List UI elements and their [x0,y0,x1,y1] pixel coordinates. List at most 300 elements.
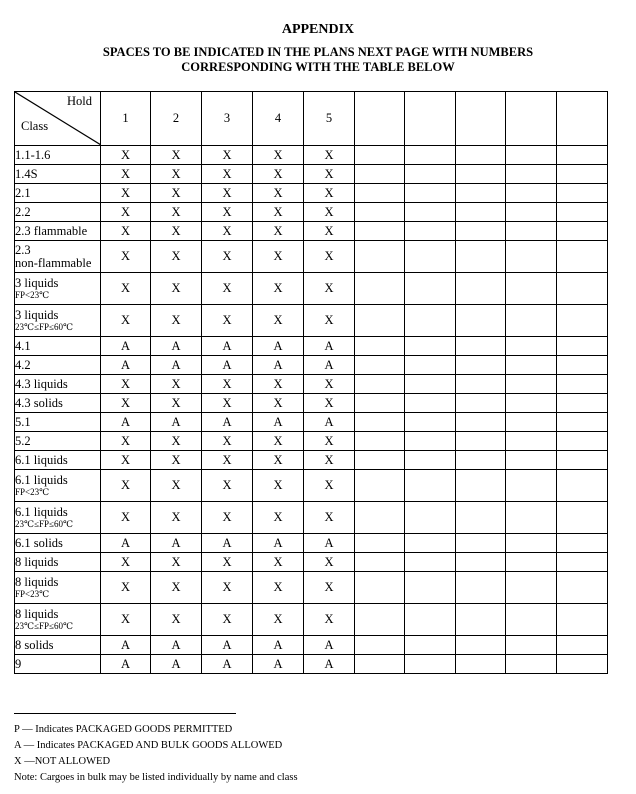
table-row [15,413,608,432]
hold-1-cell: X [101,305,151,337]
hold-5-cell: X [304,604,355,636]
hold-5-cell: A [304,413,355,432]
hold-5-cell: X [304,146,355,165]
hold-2-cell: X [151,502,202,534]
hold-10-cell [557,572,608,604]
hold-5-cell: X [304,273,355,305]
table-row [15,375,608,394]
hold-10-cell [557,184,608,203]
hold-6-cell [355,534,405,553]
hold-2-cell: X [151,165,202,184]
hold-header-4: 4 [253,92,304,146]
hold-6-cell [355,241,405,273]
hold-9-cell [506,184,557,203]
class-cell [15,470,101,502]
table-row [15,165,608,184]
hold-9-cell [506,470,557,502]
hold-4-cell: X [253,146,304,165]
hold-10-cell [557,146,608,165]
hold-1-cell: X [101,451,151,470]
hold-2-cell: X [151,572,202,604]
hold-2-cell: X [151,184,202,203]
hold-5-cell: X [304,203,355,222]
hold-4-cell: X [253,273,304,305]
class-name: 8 liquids [15,554,59,569]
hold-1-cell: A [101,636,151,655]
hold-1-cell: X [101,203,151,222]
note-a: A — Indicates PACKAGED AND BULK GOODS ALLOWED [14,740,283,751]
hold-10-cell [557,273,608,305]
hold-8-cell [456,534,506,553]
hold-3-cell: X [202,394,253,413]
hold-4-cell: A [253,655,304,674]
hold-8-cell [456,241,506,273]
hold-3-cell: X [202,451,253,470]
table-row [15,273,608,305]
hold-5-cell: X [304,572,355,604]
flashpoint-condition: 23℃≤FP≤60℃ [15,518,74,529]
hold-10-cell [557,337,608,356]
table-row [15,305,608,337]
hold-7-cell [405,534,456,553]
hold-8-cell [456,305,506,337]
hold-5-cell: X [304,470,355,502]
hold-6-cell [355,432,405,451]
table-row [15,470,608,502]
hold-6-cell [355,604,405,636]
hold-10-cell [557,165,608,184]
note-bulk: Note: Cargoes in bulk may be listed individually by name and class [14,772,298,783]
hold-9-cell [506,432,557,451]
hold-3-cell: X [202,375,253,394]
hold-8-cell [456,203,506,222]
subtitle-line-1: SPACES TO BE INDICATED IN THE PLANS NEXT PAGE WITH NUMBERS [102,45,534,59]
hold-9-cell [506,636,557,655]
hold-3-cell: X [202,146,253,165]
hold-9-cell [506,553,557,572]
class-cell [15,636,101,655]
table-row [15,553,608,572]
class-cell [15,394,101,413]
footnote-rule [14,713,236,714]
flashpoint-condition: FP<23℃ [15,588,50,599]
hold-7-cell [405,502,456,534]
hold-9-cell [506,655,557,674]
appendix-title: APPENDIX [281,22,355,37]
hold-6-cell [355,273,405,305]
hold-5-cell: A [304,534,355,553]
table-row [15,432,608,451]
hold-6-cell [355,572,405,604]
hold-9-cell [506,337,557,356]
hold-4-cell: A [253,356,304,375]
hold-9-cell [506,165,557,184]
hold-10-cell [557,356,608,375]
hold-7-cell [405,413,456,432]
hold-header-6 [355,92,405,146]
class-cell [15,165,101,184]
hold-2-cell: A [151,356,202,375]
hold-4-cell: X [253,502,304,534]
hold-5-cell: X [304,432,355,451]
hold-2-cell: X [151,305,202,337]
header-row [15,92,608,146]
hold-1-cell: X [101,502,151,534]
hold-4-cell: A [253,413,304,432]
table-row [15,203,608,222]
hold-9-cell [506,222,557,241]
hold-5-cell: X [304,241,355,273]
hold-2-cell: X [151,553,202,572]
hold-2-cell: X [151,604,202,636]
hold-8-cell [456,502,506,534]
hold-9-cell [506,604,557,636]
hold-2-cell: A [151,534,202,553]
hold-9-cell [506,356,557,375]
hold-9-cell [506,394,557,413]
hold-2-cell: X [151,451,202,470]
hold-1-cell: A [101,413,151,432]
footnotes [14,722,298,786]
class-name: 4.3 solids [15,395,63,410]
hold-header-1: 1 [101,92,151,146]
hold-1-cell: X [101,394,151,413]
hold-9-cell [506,203,557,222]
table-row [15,604,608,636]
hold-9-cell [506,146,557,165]
table-row [15,655,608,674]
class-cell [15,356,101,375]
hold-3-cell: X [202,553,253,572]
hold-10-cell [557,655,608,674]
hold-6-cell [355,451,405,470]
hold-6-cell [355,636,405,655]
hold-3-cell: X [202,203,253,222]
hold-3-cell: X [202,241,253,273]
hold-4-cell: X [253,451,304,470]
class-name: 2.2 [15,204,31,219]
hold-2-cell: X [151,273,202,305]
hold-4-cell: A [253,337,304,356]
hold-4-cell: X [253,432,304,451]
class-name: 4.3 liquids [15,376,68,391]
table-row [15,572,608,604]
hold-8-cell [456,470,506,502]
hold-6-cell [355,305,405,337]
flashpoint-condition: FP<23℃ [15,486,50,497]
hold-6-cell [355,413,405,432]
class-name: 6.1 liquids [15,452,68,467]
class-cell [15,534,101,553]
hold-2-cell: X [151,432,202,451]
hold-1-cell: X [101,432,151,451]
table-row [15,337,608,356]
hold-7-cell [405,222,456,241]
hold-9-cell [506,241,557,273]
hold-7-cell [405,636,456,655]
hold-1-cell: X [101,184,151,203]
hold-1-cell: X [101,165,151,184]
hold-10-cell [557,636,608,655]
hold-10-cell [557,470,608,502]
hold-8-cell [456,432,506,451]
hold-4-cell: X [253,241,304,273]
table-row [15,146,608,165]
hold-2-cell: X [151,203,202,222]
hold-1-cell: A [101,655,151,674]
hold-8-cell [456,184,506,203]
hold-header-5: 5 [304,92,355,146]
hold-7-cell [405,451,456,470]
class-cell [15,451,101,470]
hold-4-cell: X [253,604,304,636]
hold-2-cell: X [151,222,202,241]
table-row [15,394,608,413]
hold-1-cell: X [101,146,151,165]
hold-2-cell: X [151,470,202,502]
hold-9-cell [506,273,557,305]
class-label: Class [21,119,49,133]
table-row [15,241,608,273]
flashpoint-condition: FP<23℃ [15,289,50,300]
hold-9-cell [506,413,557,432]
corner-cell [15,92,101,146]
hold-7-cell [405,337,456,356]
class-name: 2.3 [15,242,31,257]
class-cell [15,502,101,534]
class-cell [15,222,101,241]
hold-7-cell [405,553,456,572]
flashpoint-condition: 23℃≤FP≤60℃ [15,321,74,332]
hold-8-cell [456,165,506,184]
hold-1-cell: X [101,375,151,394]
hold-8-cell [456,375,506,394]
hold-8-cell [456,273,506,305]
hold-3-cell: X [202,604,253,636]
hold-8-cell [456,413,506,432]
hold-4-cell: X [253,470,304,502]
hold-8-cell [456,451,506,470]
class-cell [15,305,101,337]
hold-6-cell [355,394,405,413]
hold-6-cell [355,146,405,165]
hold-4-cell: A [253,636,304,655]
class-cell [15,375,101,394]
hold-6-cell [355,502,405,534]
hold-10-cell [557,432,608,451]
hold-5-cell: X [304,502,355,534]
hold-8-cell [456,146,506,165]
hold-3-cell: A [202,413,253,432]
hold-3-cell: X [202,470,253,502]
hold-3-cell: A [202,337,253,356]
class-name: 4.2 [15,357,31,372]
class-name: 2.1 [15,185,31,200]
hold-5-cell: A [304,655,355,674]
hold-1-cell: X [101,470,151,502]
table-row [15,222,608,241]
hold-8-cell [456,572,506,604]
hold-9-cell [506,375,557,394]
hold-2-cell: X [151,375,202,394]
hold-10-cell [557,203,608,222]
hold-1-cell: A [101,337,151,356]
class-cell [15,655,101,674]
hold-5-cell: A [304,636,355,655]
hold-6-cell [355,165,405,184]
table-row [15,636,608,655]
hold-8-cell [456,604,506,636]
class-name: 5.1 [15,414,31,429]
class-name: 8 liquids [15,574,59,589]
class-name: 2.3 flammable [15,223,88,238]
hold-8-cell [456,356,506,375]
hold-9-cell [506,534,557,553]
class-cell [15,413,101,432]
hold-5-cell: X [304,222,355,241]
class-cell [15,184,101,203]
class-name: 3 liquids [15,275,59,290]
hold-8-cell [456,553,506,572]
hold-8-cell [456,655,506,674]
hold-5-cell: X [304,375,355,394]
hold-header-8 [456,92,506,146]
hold-6-cell [355,337,405,356]
note-p: P — Indicates PACKAGED GOODS PERMITTED [14,724,233,735]
hold-3-cell: X [202,273,253,305]
hold-1-cell: X [101,222,151,241]
hold-2-cell: A [151,413,202,432]
hold-5-cell: A [304,337,355,356]
hold-7-cell [405,203,456,222]
hold-6-cell [355,356,405,375]
hold-2-cell: A [151,655,202,674]
hold-7-cell [405,375,456,394]
hold-1-cell: A [101,356,151,375]
class-cell [15,273,101,305]
hold-10-cell [557,305,608,337]
hold-3-cell: A [202,356,253,375]
hold-3-cell: X [202,184,253,203]
hold-2-cell: X [151,146,202,165]
hold-5-cell: X [304,165,355,184]
subtitle-line-2: CORRESPONDING WITH THE TABLE BELOW [181,60,455,74]
class-name: 3 liquids [15,307,59,322]
hold-6-cell [355,553,405,572]
hold-3-cell: X [202,305,253,337]
hold-3-cell: A [202,534,253,553]
hold-1-cell: X [101,241,151,273]
note-x: X —NOT ALLOWED [14,756,111,767]
hold-8-cell [456,636,506,655]
hold-4-cell: X [253,222,304,241]
hold-4-cell: X [253,394,304,413]
hold-1-cell: X [101,273,151,305]
flashpoint-condition: 23℃≤FP≤60℃ [15,620,74,631]
table-row [15,451,608,470]
hold-5-cell: X [304,553,355,572]
hold-3-cell: X [202,432,253,451]
class-cell [15,146,101,165]
hold-4-cell: X [253,375,304,394]
class-name: 9 [15,656,22,671]
hold-7-cell [405,273,456,305]
hold-4-cell: A [253,534,304,553]
hold-10-cell [557,534,608,553]
hold-3-cell: X [202,502,253,534]
hold-2-cell: A [151,337,202,356]
hold-6-cell [355,184,405,203]
hold-7-cell [405,572,456,604]
class-name: 6.1 liquids [15,472,68,487]
class-cell [15,572,101,604]
hold-1-cell: X [101,604,151,636]
hold-2-cell: X [151,394,202,413]
appendix-subtitle [0,45,636,75]
class-name: 5.2 [15,433,31,448]
hold-5-cell: X [304,451,355,470]
hold-1-cell: X [101,553,151,572]
table-row [15,184,608,203]
hold-10-cell [557,451,608,470]
hold-4-cell: X [253,165,304,184]
hold-header-3: 3 [202,92,253,146]
class-name: 8 liquids [15,606,59,621]
hold-label: Hold [67,94,92,108]
hold-2-cell: X [151,241,202,273]
hold-8-cell [456,337,506,356]
class-name-cont: non-flammable [15,255,92,270]
hold-5-cell: X [304,184,355,203]
hold-7-cell [405,604,456,636]
hold-6-cell [355,470,405,502]
class-name: 6.1 solids [15,535,63,550]
class-cell [15,203,101,222]
hold-7-cell [405,146,456,165]
hold-4-cell: X [253,572,304,604]
hold-7-cell [405,184,456,203]
table-row [15,356,608,375]
hold-header-2: 2 [151,92,202,146]
hold-9-cell [506,502,557,534]
hold-header-7 [405,92,456,146]
hold-8-cell [456,394,506,413]
hold-4-cell: X [253,184,304,203]
hold-3-cell: A [202,655,253,674]
hold-9-cell [506,572,557,604]
table-row [15,502,608,534]
hold-9-cell [506,305,557,337]
class-name: 4.1 [15,338,31,353]
hold-10-cell [557,394,608,413]
hold-9-cell [506,451,557,470]
hold-2-cell: A [151,636,202,655]
hold-header-9 [506,92,557,146]
hold-5-cell: A [304,356,355,375]
class-name: 1.1-1.6 [15,147,51,162]
hold-7-cell [405,394,456,413]
hold-10-cell [557,241,608,273]
class-name: 8 solids [15,637,54,652]
hold-header-10 [557,92,608,146]
hold-4-cell: X [253,553,304,572]
hold-10-cell [557,375,608,394]
hold-10-cell [557,604,608,636]
hold-4-cell: X [253,203,304,222]
hold-7-cell [405,655,456,674]
hold-5-cell: X [304,394,355,413]
hold-8-cell [456,222,506,241]
